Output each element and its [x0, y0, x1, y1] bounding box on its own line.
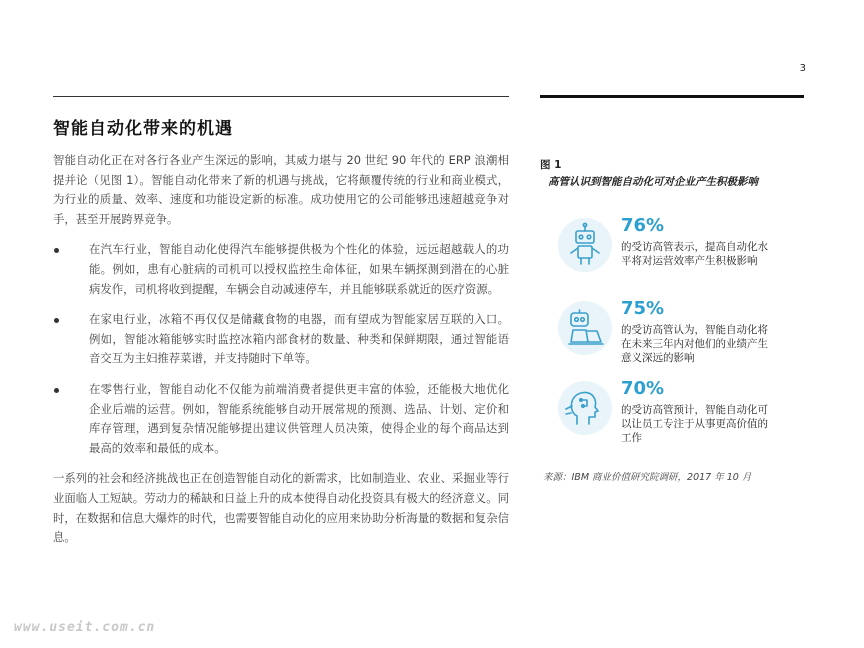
bullet-text: 在汽车行业，智能自动化使得汽车能够提供极为个性化的体验，远远超越载人的功能。例如，患有心脏病的司机可以授权监控生命体征，如果车辆探测到潜在的心脏病发作，司机将收到提醒，车辆会自动减速停车，并且能够联系就近的医疗资源。: [89, 242, 509, 296]
stat-block-1: [557, 215, 797, 295]
human-head-icon: [557, 380, 613, 436]
bullet-text: 在零售行业，智能自动化不仅能为前端消费者提供更丰富的体验，还能极大地优化企业后端的运营。例如，智能系统能够自动开展常规的预测、选品、计划、定价和库存管理，遇到复杂情况能够提出建议供管理人员决策，使得企业的每个商品达到最高的效率和最低的成本。: [89, 381, 509, 455]
bullet-list: [53, 240, 509, 458]
bullet-item-appliance: [53, 310, 509, 369]
bullet-dot: [54, 388, 59, 393]
stat-percent: 75%: [621, 298, 665, 319]
bullet-item-retail: [53, 380, 509, 458]
robot-icon: [557, 217, 613, 273]
page-number: 3: [799, 63, 806, 74]
stat-block-3: [557, 378, 797, 458]
figure-label: 图 1: [540, 159, 562, 171]
stat-description: 的受访高管预计，智能自动化可以让员工专注于从事更高价值的工作: [621, 404, 768, 444]
bullet-dot: [54, 248, 59, 253]
stat-description: 的受访高管认为，智能自动化将在未来三年内对他们的业绩产生意义深远的影响: [621, 324, 768, 364]
bullet-text: 在家电行业，冰箱不再仅仅是储藏食物的电器，而有望成为智能家居互联的入口。例如，智能冰箱能够实时监控冰箱内部食材的数量、种类和保鲜期限，通过智能语音交互为主妇推荐菜谱，并支持随时下单等。: [89, 312, 509, 366]
stat-block-2: [557, 298, 797, 378]
watermark: www.useit.com.cn: [14, 620, 156, 635]
stat-percent: 76%: [621, 215, 665, 236]
intro-paragraph: 智能自动化正在对各行各业产生深远的影响，其威力堪与 20 世纪 90 年代的 ERP 浪潮相提并论（见图 1）。智能自动化带来了新的机遇与挑战，它将颠覆传统的行业和商业模式，为行业的质量、效率、速度和功能设定新的标准。成功使用它的公司能够迅速超越竞争对手，甚至开展跨界竞争。: [53, 153, 509, 226]
bullet-dot: [54, 318, 59, 323]
page-title: 智能自动化带来的机遇: [53, 119, 233, 139]
body-text: [53, 151, 509, 548]
closing-paragraph: 一系列的社会和经济挑战也正在创造智能自动化的新需求，比如制造业、农业、采掘业等行业面临人工短缺。劳动力的稀缺和日益上升的成本使得自动化投资具有极大的经济意义。同时，在数据和信息大爆炸的时代，也需要智能自动化的应用来协助分析海量的数据和复杂信息。: [53, 471, 509, 545]
header-rule-right: [540, 95, 804, 98]
header-rule-left: [53, 96, 509, 97]
stat-percent: 70%: [621, 378, 665, 399]
figure-title: 高管认识到智能自动化可对企业产生积极影响: [548, 176, 758, 188]
robot-laptop-icon: [557, 300, 613, 356]
stat-description: 的受访高管表示，提高自动化水平将对运营效率产生积极影响: [621, 241, 768, 267]
bullet-item-automotive: [53, 240, 509, 299]
figure-source: 来源：IBM 商业价值研究院调研，2017 年 10 月: [543, 472, 752, 483]
